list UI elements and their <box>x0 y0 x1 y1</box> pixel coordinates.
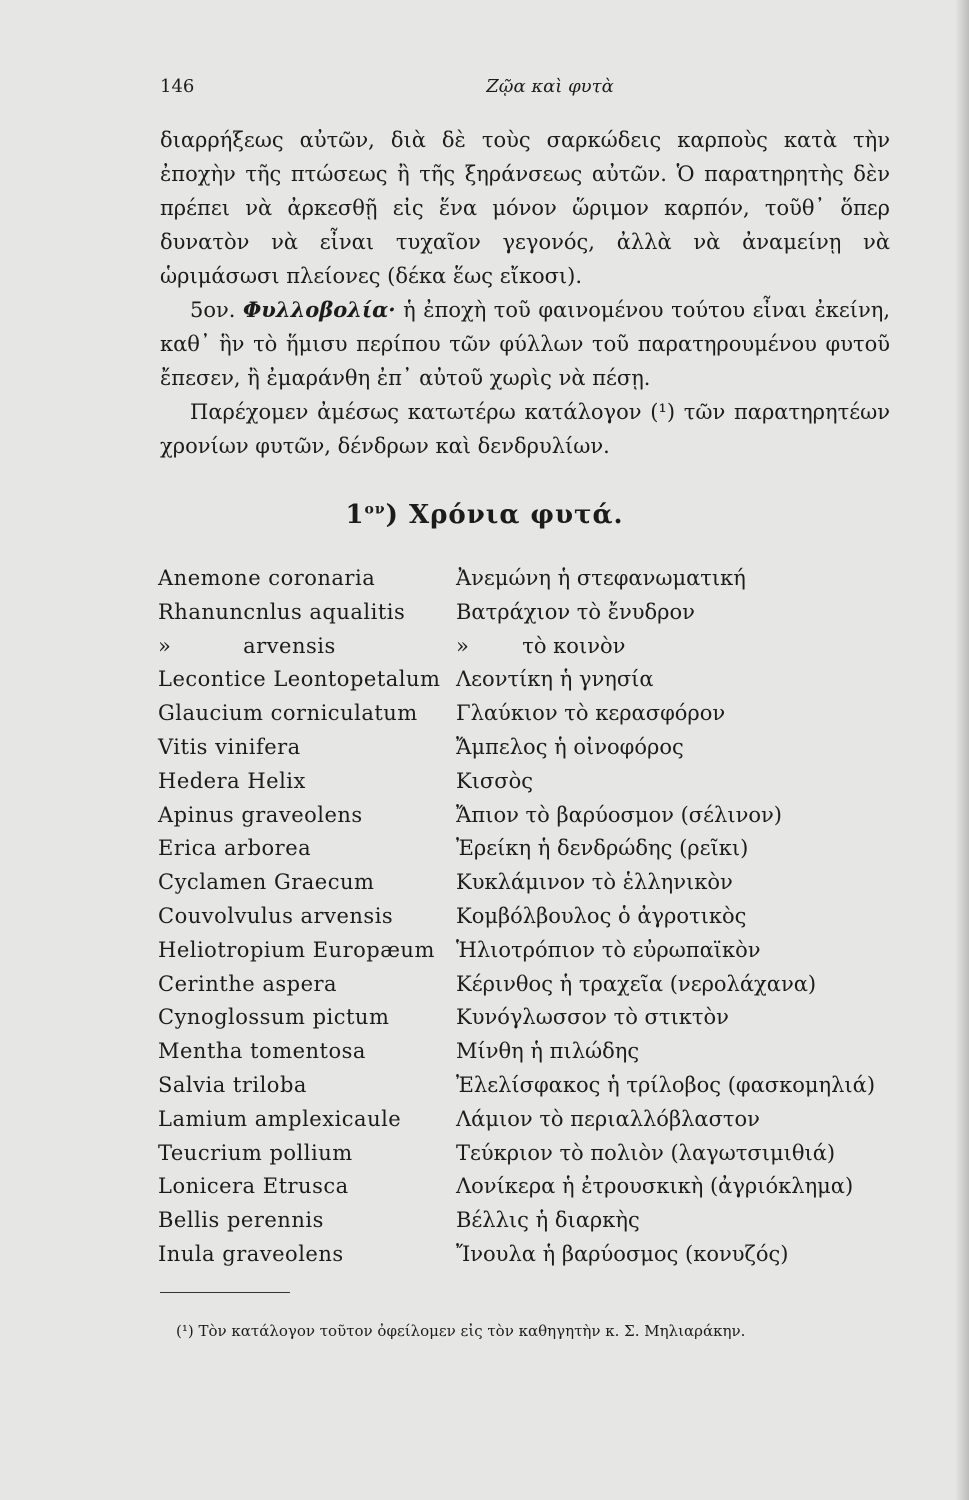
plant-latin-name: Bellis perennis <box>158 1208 324 1233</box>
plant-greek-name: Ἐρείκη ἡ δενδρώδης (ρεῖκι) <box>456 836 749 861</box>
paragraph-2-number: 5ον. <box>190 298 236 322</box>
plant-greek-name: Ἀνεμώνη ἡ στεφανωματική <box>456 566 746 590</box>
plant-latin-name: Vitis vinifera <box>158 734 301 759</box>
section-heading <box>0 500 969 530</box>
plant-row <box>158 596 898 630</box>
plant-greek-name: Γλαύκιον τὸ κερασφόρον <box>456 701 726 726</box>
plant-row <box>158 1069 898 1103</box>
plant-greek-name: Κυνόγλωσσον τὸ στικτὸν <box>456 1005 729 1030</box>
plant-row <box>158 765 898 799</box>
plant-latin-name: Cerinthe aspera <box>158 971 338 996</box>
plant-row <box>158 1001 898 1035</box>
plant-greek-name: Ἄπιον τὸ βαρύοσμον (σέλινον) <box>456 802 782 827</box>
plant-greek-name: Λεοντίκη ἡ γνησία <box>456 667 654 692</box>
paragraph-2 <box>160 293 890 395</box>
plant-latin-name: Teucrium pollium <box>158 1140 353 1165</box>
plant-greek-name: Κυκλάμινον τὸ ἑλληνικὸν <box>456 870 733 895</box>
plant-greek-name: Τεύκριον τὸ πολιὸν (λαγωτσιμιθιά) <box>456 1140 836 1165</box>
plant-latin-name: Glaucium corniculatum <box>158 701 418 726</box>
plant-row <box>158 1238 898 1272</box>
footnote: (¹) Τὸν κατάλογον τοῦτον ὀφείλομεν εἰς τὸν καθηγητὴν κ. Σ. Μηλιαράκην. <box>176 1322 746 1340</box>
running-title: Ζῷα καὶ φυτὰ <box>486 76 614 97</box>
plant-greek-name: Ἴνουλα ἡ βαρύοσμος (κονυζός) <box>456 1241 789 1266</box>
plant-greek-name: Λονίκερα ἡ ἐτρουσκικὴ (ἀγριόκλημα) <box>456 1174 854 1199</box>
plant-greek-name: Κέρινθος ἡ τραχεῖα (νερολάχανα) <box>456 971 817 996</box>
plant-latin-name: Salvia triloba <box>158 1072 307 1097</box>
page-number: 146 <box>160 76 195 97</box>
plant-row <box>158 562 898 596</box>
plant-greek-name: Βατράχιον τὸ ἔνυδρον <box>456 599 695 624</box>
footnote-rule <box>160 1292 290 1293</box>
running-head <box>160 76 880 104</box>
plant-row <box>158 1170 898 1204</box>
plant-latin-name: Hedera Helix <box>158 768 306 793</box>
paragraph-2-term: Φυλλοβολία· <box>242 297 396 322</box>
plant-row <box>158 866 898 900</box>
plant-greek-name: Μίνθη ἡ πιλώδης <box>456 1039 640 1064</box>
page-edge-shadow <box>955 0 969 1500</box>
plant-latin-name: Anemone coronaria <box>158 566 376 590</box>
section-number-suffix: ον <box>364 501 386 518</box>
plant-greek-name: Κομβόλβουλος ὁ ἀγροτικὸς <box>456 903 747 928</box>
plant-latin-name: Cyclamen Graecum <box>158 870 375 895</box>
plant-row <box>158 900 898 934</box>
plant-row <box>158 1103 898 1137</box>
plant-latin-name: Couvolvulus arvensis <box>158 903 394 928</box>
plant-row <box>158 697 898 731</box>
plant-latin-name: Cynoglossum pictum <box>158 1005 390 1030</box>
section-number: 1 <box>345 500 365 530</box>
body-text <box>160 123 890 463</box>
plant-list <box>158 562 898 1272</box>
plant-row <box>158 799 898 833</box>
plant-greek-name: Λάμιον τὸ περιαλλόβλαστον <box>456 1106 760 1131</box>
plant-row <box>158 934 898 968</box>
paragraph-3: Παρέχομεν ἀμέσως κατωτέρω κατάλογον (¹) τῶν παρατηρητέων χρονίων φυτῶν, δένδρων καὶ δενδρυλίων. <box>160 400 890 458</box>
plant-latin-name: Inula graveolens <box>158 1241 344 1266</box>
plant-row <box>158 663 898 697</box>
plant-greek-name: Βέλλις ἡ διαρκὴς <box>456 1208 640 1233</box>
plant-greek-name: » τὸ κοινὸν <box>456 633 626 658</box>
paragraph-1: διαρρήξεως αὐτῶν, διὰ δὲ τοὺς σαρκώδεις καρποὺς κατὰ τὴν ἐποχὴν τῆς πτώσεως ἢ τῆς ξηράνσεως αὐτῶν. Ὁ παρατηρητὴς δὲν πρέπει νὰ ἀρκεσθῇ εἰς ἕνα μόνον ὥριμον καρπόν, τοῦθ᾽ ὅπερ δυνατὸν νὰ εἶναι τυχαῖον γεγονός, ἀλλὰ νὰ ἀναμείνῃ νὰ ὡριμάσωσι πλείονες (δέκα ἕως εἴκοσι). <box>160 128 890 288</box>
plant-row <box>158 1035 898 1069</box>
plant-latin-name: Mentha tomentosa <box>158 1039 366 1064</box>
plant-latin-name: Apinus graveolens <box>158 802 363 827</box>
plant-greek-name: Ἐλελίσφακος ἡ τρίλοβος (φασκομηλιά) <box>456 1072 876 1097</box>
plant-row <box>158 630 898 664</box>
plant-latin-name: Heliotropium Europæum <box>158 937 435 962</box>
section-title: ) Χρόνια φυτά. <box>385 500 624 530</box>
plant-latin-name: Lonicera Etrusca <box>158 1174 349 1199</box>
plant-row <box>158 832 898 866</box>
plant-row <box>158 731 898 765</box>
plant-greek-name: Ἡλιοτρόπιον τὸ εὐρωπαϊκὸν <box>456 937 761 962</box>
plant-latin-name: Rhanuncnlus aqualitis <box>158 599 406 624</box>
plant-greek-name: Κισσὸς <box>456 768 533 793</box>
plant-greek-name: Ἄμπελος ἡ οἰνοφόρος <box>456 734 684 759</box>
paragraph-2-text: ἡ ἐποχὴ τοῦ φαινομένου τούτου εἶναι ἐκείνη, καθ᾽ ἣν τὸ ἥμισυ περίπου τῶν φύλλων τοῦ παρατηρουμένου φυτοῦ ἔπεσεν, ἢ ἐμαράνθη ἐπ᾽ αὐτοῦ χωρὶς νὰ πέσῃ. <box>160 298 890 390</box>
plant-row <box>158 1204 898 1238</box>
plant-row <box>158 1137 898 1171</box>
plant-row <box>158 968 898 1002</box>
plant-latin-name: Erica arborea <box>158 836 312 861</box>
plant-latin-name: Lecontice Leontopetalum <box>158 667 441 692</box>
plant-latin-name: » arvensis <box>158 633 336 658</box>
plant-latin-name: Lamium amplexicaule <box>158 1106 402 1131</box>
